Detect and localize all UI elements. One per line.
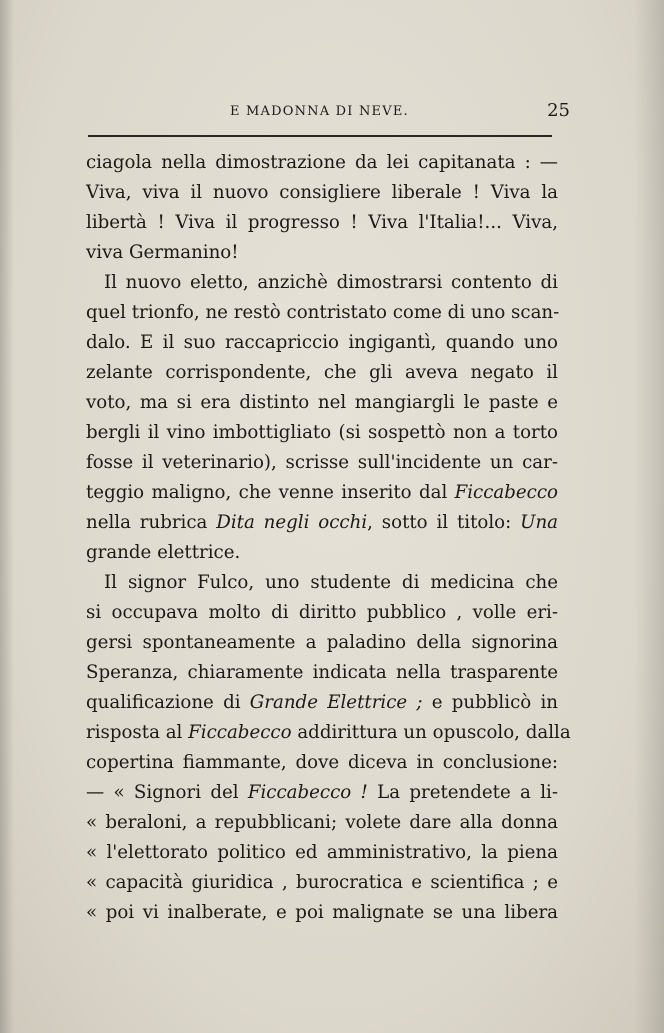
body-text xyxy=(86,148,571,928)
text-line: « l'elettorato politico ed amministrativo, la piena xyxy=(86,842,558,863)
text-line: quel trionfo, ne restò contristato come di uno scan- xyxy=(86,302,560,323)
page-number: 25 xyxy=(547,100,570,121)
text-segment: La pretendete a li- xyxy=(367,782,558,803)
page-header xyxy=(88,98,570,124)
text-line: voto, ma si era distinto nel mangiargli le paste e xyxy=(86,392,558,413)
text-line: bergli il vino imbottigliato (si sospettò non a torto xyxy=(86,422,558,443)
text-line: Speranza, chiaramente indicata nella trasparente xyxy=(86,662,558,683)
text-line: Il signor Fulco, uno studente di medicina che xyxy=(104,572,558,593)
text-segment: — « Signori del xyxy=(86,782,248,803)
text-segment: addirittura un opuscolo, dalla xyxy=(291,722,571,743)
italic-title: Ficcabecco xyxy=(454,482,558,503)
text-line: « poi vi inalberate, e poi malignate se una libera xyxy=(86,902,558,923)
text-line: fosse il veterinario), scrisse sull'incidente un car- xyxy=(86,452,558,473)
text-line xyxy=(86,688,558,718)
text-line: « beraloni, a repubblicani; volete dare alla donna xyxy=(86,812,558,833)
italic-title: Ficcabecco ! xyxy=(247,782,368,803)
italic-title: Una xyxy=(520,512,559,533)
text-segment: , sotto il titolo: xyxy=(367,512,521,533)
text-segment: risposta al xyxy=(86,722,189,743)
text-line: si occupava molto di diritto pubblico , volle eri- xyxy=(86,602,558,623)
text-line: ciagola nella dimostrazione da lei capitanata : — xyxy=(86,152,558,173)
header-rule xyxy=(88,135,552,137)
text-line: dalo. E il suo raccapriccio ingigantì, quando uno xyxy=(86,332,558,353)
right-page-shadow xyxy=(634,0,664,1033)
italic-title: Dita negli occhi xyxy=(216,512,368,533)
text-line xyxy=(86,718,571,748)
text-line: libertà ! Viva il progresso ! Viva l'Italia!... Viva, xyxy=(86,212,558,233)
text-segment: e pubblicò in xyxy=(422,692,558,713)
text-line: grande elettrice. xyxy=(86,542,241,563)
text-line xyxy=(86,478,558,508)
text-line xyxy=(86,778,558,808)
text-segment: qualificazione di xyxy=(86,692,250,713)
running-title: E MADONNA DI NEVE. xyxy=(230,104,409,119)
left-page-shadow xyxy=(0,0,14,1033)
text-line: gersi spontaneamente a paladino della signorina xyxy=(86,632,558,653)
text-segment: nella rubrica xyxy=(86,512,217,533)
text-line xyxy=(86,508,558,538)
text-line: Viva, viva il nuovo consigliere liberale ! Viva la xyxy=(86,182,558,203)
italic-title: Grande Elettrice ; xyxy=(249,692,423,713)
text-line: viva Germanino! xyxy=(86,242,239,263)
text-line: copertina fiammante, dove diceva in conclusione: xyxy=(86,752,558,773)
text-line: Il nuovo eletto, anzichè dimostrarsi contento di xyxy=(104,272,558,293)
italic-title: Ficcabecco xyxy=(188,722,292,743)
text-segment: teggio maligno, che venne inserito dal xyxy=(86,482,455,503)
text-line: zelante corrispondente, che gli aveva negato il xyxy=(86,362,558,383)
text-line: « capacità giuridica , burocratica e scientifica ; e xyxy=(86,872,558,893)
